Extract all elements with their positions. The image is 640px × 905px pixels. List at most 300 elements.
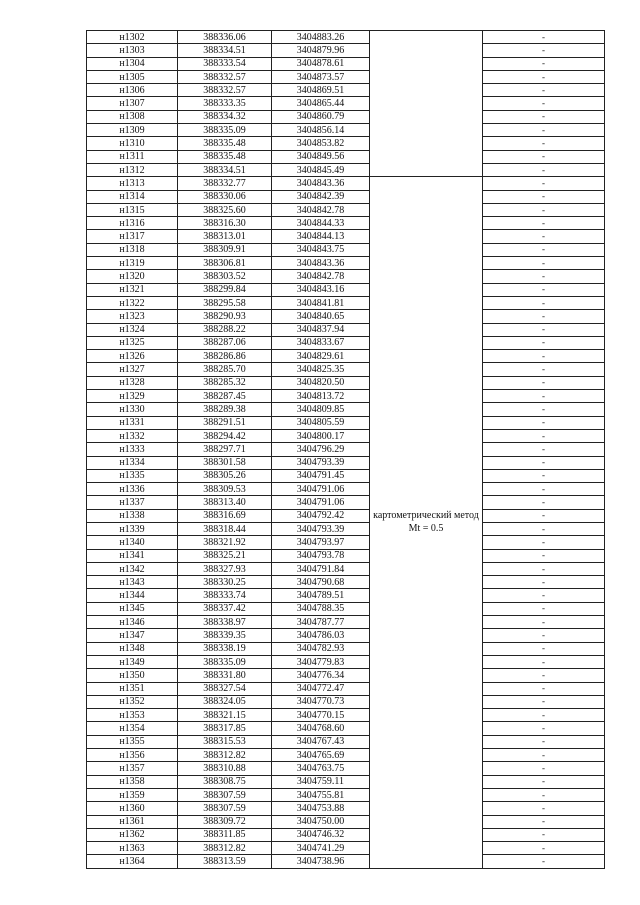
y-coordinate-cell: 3404790.68: [272, 576, 370, 589]
point-id-cell: н1335: [87, 469, 178, 482]
table-row: [87, 70, 605, 83]
note-dash-cell: -: [483, 842, 605, 855]
note-dash-cell: -: [483, 283, 605, 296]
x-coordinate-cell: 388336.06: [178, 31, 272, 44]
table-row: [87, 828, 605, 841]
point-id-cell: н1317: [87, 230, 178, 243]
x-coordinate-cell: 388285.32: [178, 376, 272, 389]
note-dash-cell: -: [483, 749, 605, 762]
table-row: [87, 695, 605, 708]
x-coordinate-cell: 388324.05: [178, 695, 272, 708]
x-coordinate-cell: 388318.44: [178, 522, 272, 535]
table-row: [87, 350, 605, 363]
point-id-cell: н1312: [87, 163, 178, 176]
y-coordinate-cell: 3404809.85: [272, 403, 370, 416]
y-coordinate-cell: 3404753.88: [272, 802, 370, 815]
y-coordinate-cell: 3404793.97: [272, 536, 370, 549]
table-row: [87, 496, 605, 509]
x-coordinate-cell: 388291.51: [178, 416, 272, 429]
y-coordinate-cell: 3404786.03: [272, 629, 370, 642]
table-row: [87, 616, 605, 629]
table-row: [87, 549, 605, 562]
point-id-cell: н1347: [87, 629, 178, 642]
table-row: [87, 31, 605, 44]
y-coordinate-cell: 3404844.33: [272, 217, 370, 230]
point-id-cell: н1302: [87, 31, 178, 44]
x-coordinate-cell: 388334.32: [178, 110, 272, 123]
x-coordinate-cell: 388335.48: [178, 150, 272, 163]
note-dash-cell: -: [483, 163, 605, 176]
note-dash-cell: -: [483, 137, 605, 150]
note-dash-cell: -: [483, 576, 605, 589]
x-coordinate-cell: 388309.53: [178, 483, 272, 496]
coordinates-table-body: [87, 31, 605, 869]
note-dash-cell: -: [483, 616, 605, 629]
note-dash-cell: -: [483, 536, 605, 549]
point-id-cell: н1307: [87, 97, 178, 110]
note-dash-cell: -: [483, 257, 605, 270]
x-coordinate-cell: 388332.77: [178, 177, 272, 190]
table-row: [87, 230, 605, 243]
table-row: [87, 682, 605, 695]
y-coordinate-cell: 3404800.17: [272, 429, 370, 442]
table-row: [87, 124, 605, 137]
table-row: [87, 190, 605, 203]
x-coordinate-cell: 388339.35: [178, 629, 272, 642]
x-coordinate-cell: 388321.92: [178, 536, 272, 549]
table-row: [87, 336, 605, 349]
x-coordinate-cell: 388333.54: [178, 57, 272, 70]
x-coordinate-cell: 388307.59: [178, 802, 272, 815]
table-row: [87, 203, 605, 216]
y-coordinate-cell: 3404840.65: [272, 310, 370, 323]
point-id-cell: н1354: [87, 722, 178, 735]
point-id-cell: н1314: [87, 190, 178, 203]
y-coordinate-cell: 3404843.36: [272, 257, 370, 270]
table-row: [87, 483, 605, 496]
table-row: [87, 456, 605, 469]
point-id-cell: н1340: [87, 536, 178, 549]
method-cell-group-2: картометрический метод Mt = 0.5: [370, 177, 483, 868]
note-dash-cell: -: [483, 562, 605, 575]
note-dash-cell: -: [483, 84, 605, 97]
point-id-cell: н1341: [87, 549, 178, 562]
x-coordinate-cell: 388294.42: [178, 429, 272, 442]
table-row: [87, 257, 605, 270]
y-coordinate-cell: 3404779.83: [272, 655, 370, 668]
y-coordinate-cell: 3404792.42: [272, 509, 370, 522]
x-coordinate-cell: 388332.57: [178, 84, 272, 97]
x-coordinate-cell: 388288.22: [178, 323, 272, 336]
note-dash-cell: -: [483, 483, 605, 496]
note-dash-cell: -: [483, 177, 605, 190]
table-row: [87, 283, 605, 296]
y-coordinate-cell: 3404741.29: [272, 842, 370, 855]
point-id-cell: н1364: [87, 855, 178, 868]
point-id-cell: н1334: [87, 456, 178, 469]
x-coordinate-cell: 388331.80: [178, 669, 272, 682]
x-coordinate-cell: 388333.35: [178, 97, 272, 110]
point-id-cell: н1331: [87, 416, 178, 429]
note-dash-cell: -: [483, 735, 605, 748]
note-dash-cell: -: [483, 230, 605, 243]
note-dash-cell: -: [483, 57, 605, 70]
point-id-cell: н1303: [87, 44, 178, 57]
note-dash-cell: -: [483, 456, 605, 469]
note-dash-cell: -: [483, 828, 605, 841]
note-dash-cell: -: [483, 31, 605, 44]
x-coordinate-cell: 388287.06: [178, 336, 272, 349]
note-dash-cell: -: [483, 403, 605, 416]
table-row: [87, 775, 605, 788]
x-coordinate-cell: 388316.69: [178, 509, 272, 522]
x-coordinate-cell: 388338.19: [178, 642, 272, 655]
point-id-cell: н1342: [87, 562, 178, 575]
y-coordinate-cell: 3404755.81: [272, 788, 370, 801]
method-cell-group-1: [370, 31, 483, 177]
y-coordinate-cell: 3404849.56: [272, 150, 370, 163]
y-coordinate-cell: 3404768.60: [272, 722, 370, 735]
y-coordinate-cell: 3404865.44: [272, 97, 370, 110]
x-coordinate-cell: 388299.84: [178, 283, 272, 296]
point-id-cell: н1353: [87, 709, 178, 722]
table-row: [87, 589, 605, 602]
point-id-cell: н1308: [87, 110, 178, 123]
x-coordinate-cell: 388290.93: [178, 310, 272, 323]
point-id-cell: н1309: [87, 124, 178, 137]
point-id-cell: н1359: [87, 788, 178, 801]
x-coordinate-cell: 388316.30: [178, 217, 272, 230]
note-dash-cell: -: [483, 522, 605, 535]
y-coordinate-cell: 3404841.81: [272, 296, 370, 309]
note-dash-cell: -: [483, 416, 605, 429]
x-coordinate-cell: 388313.01: [178, 230, 272, 243]
table-row: [87, 735, 605, 748]
table-row: [87, 137, 605, 150]
y-coordinate-cell: 3404805.59: [272, 416, 370, 429]
y-coordinate-cell: 3404837.94: [272, 323, 370, 336]
note-dash-cell: -: [483, 855, 605, 868]
x-coordinate-cell: 388335.09: [178, 124, 272, 137]
point-id-cell: н1350: [87, 669, 178, 682]
table-row: [87, 84, 605, 97]
x-coordinate-cell: 388301.58: [178, 456, 272, 469]
x-coordinate-cell: 388307.59: [178, 788, 272, 801]
y-coordinate-cell: 3404793.39: [272, 522, 370, 535]
table-row: [87, 403, 605, 416]
note-dash-cell: -: [483, 669, 605, 682]
y-coordinate-cell: 3404796.29: [272, 443, 370, 456]
x-coordinate-cell: 388313.40: [178, 496, 272, 509]
y-coordinate-cell: 3404770.73: [272, 695, 370, 708]
y-coordinate-cell: 3404759.11: [272, 775, 370, 788]
y-coordinate-cell: 3404793.39: [272, 456, 370, 469]
x-coordinate-cell: 388337.42: [178, 602, 272, 615]
y-coordinate-cell: 3404793.78: [272, 549, 370, 562]
x-coordinate-cell: 388327.54: [178, 682, 272, 695]
point-id-cell: н1348: [87, 642, 178, 655]
x-coordinate-cell: 388330.06: [178, 190, 272, 203]
y-coordinate-cell: 3404772.47: [272, 682, 370, 695]
point-id-cell: н1336: [87, 483, 178, 496]
note-dash-cell: -: [483, 762, 605, 775]
point-id-cell: н1326: [87, 350, 178, 363]
note-dash-cell: -: [483, 642, 605, 655]
note-dash-cell: -: [483, 44, 605, 57]
point-id-cell: н1310: [87, 137, 178, 150]
note-dash-cell: -: [483, 376, 605, 389]
y-coordinate-cell: 3404879.96: [272, 44, 370, 57]
y-coordinate-cell: 3404873.57: [272, 70, 370, 83]
y-coordinate-cell: 3404782.93: [272, 642, 370, 655]
x-coordinate-cell: 388295.58: [178, 296, 272, 309]
x-coordinate-cell: 388334.51: [178, 44, 272, 57]
point-id-cell: н1328: [87, 376, 178, 389]
table-row: [87, 522, 605, 535]
x-coordinate-cell: 388310.88: [178, 762, 272, 775]
y-coordinate-cell: 3404765.69: [272, 749, 370, 762]
point-id-cell: н1315: [87, 203, 178, 216]
y-coordinate-cell: 3404791.06: [272, 483, 370, 496]
point-id-cell: н1351: [87, 682, 178, 695]
x-coordinate-cell: 388325.21: [178, 549, 272, 562]
y-coordinate-cell: 3404843.36: [272, 177, 370, 190]
note-dash-cell: -: [483, 243, 605, 256]
point-id-cell: н1329: [87, 390, 178, 403]
table-row: [87, 602, 605, 615]
table-row: [87, 110, 605, 123]
point-id-cell: н1360: [87, 802, 178, 815]
x-coordinate-cell: 388308.75: [178, 775, 272, 788]
table-row: [87, 296, 605, 309]
note-dash-cell: -: [483, 350, 605, 363]
note-dash-cell: -: [483, 788, 605, 801]
point-id-cell: н1327: [87, 363, 178, 376]
table-row: [87, 57, 605, 70]
table-row: [87, 562, 605, 575]
y-coordinate-cell: 3404820.50: [272, 376, 370, 389]
y-coordinate-cell: 3404791.84: [272, 562, 370, 575]
point-id-cell: н1322: [87, 296, 178, 309]
table-row: [87, 855, 605, 868]
y-coordinate-cell: 3404829.61: [272, 350, 370, 363]
table-row: [87, 709, 605, 722]
x-coordinate-cell: 388305.26: [178, 469, 272, 482]
point-id-cell: н1358: [87, 775, 178, 788]
point-id-cell: н1357: [87, 762, 178, 775]
note-dash-cell: -: [483, 589, 605, 602]
x-coordinate-cell: 388325.60: [178, 203, 272, 216]
note-dash-cell: -: [483, 815, 605, 828]
table-row: [87, 270, 605, 283]
y-coordinate-cell: 3404844.13: [272, 230, 370, 243]
note-dash-cell: -: [483, 217, 605, 230]
x-coordinate-cell: 388333.74: [178, 589, 272, 602]
x-coordinate-cell: 388303.52: [178, 270, 272, 283]
y-coordinate-cell: 3404791.45: [272, 469, 370, 482]
x-coordinate-cell: 388327.93: [178, 562, 272, 575]
point-id-cell: н1345: [87, 602, 178, 615]
table-row: [87, 150, 605, 163]
y-coordinate-cell: 3404860.79: [272, 110, 370, 123]
point-id-cell: н1325: [87, 336, 178, 349]
x-coordinate-cell: 388285.70: [178, 363, 272, 376]
point-id-cell: н1305: [87, 70, 178, 83]
table-row: [87, 97, 605, 110]
table-row: [87, 44, 605, 57]
table-row: [87, 762, 605, 775]
table-row: [87, 163, 605, 176]
y-coordinate-cell: 3404750.00: [272, 815, 370, 828]
table-row: [87, 217, 605, 230]
note-dash-cell: -: [483, 270, 605, 283]
point-id-cell: н1330: [87, 403, 178, 416]
point-id-cell: н1349: [87, 655, 178, 668]
y-coordinate-cell: 3404787.77: [272, 616, 370, 629]
x-coordinate-cell: 388312.82: [178, 842, 272, 855]
table-row: [87, 376, 605, 389]
point-id-cell: н1355: [87, 735, 178, 748]
table-row: [87, 323, 605, 336]
point-id-cell: н1306: [87, 84, 178, 97]
note-dash-cell: -: [483, 629, 605, 642]
note-dash-cell: -: [483, 695, 605, 708]
coordinates-table: [86, 30, 605, 869]
point-id-cell: н1313: [87, 177, 178, 190]
point-id-cell: н1361: [87, 815, 178, 828]
point-id-cell: н1344: [87, 589, 178, 602]
x-coordinate-cell: 388334.51: [178, 163, 272, 176]
y-coordinate-cell: 3404843.75: [272, 243, 370, 256]
note-dash-cell: -: [483, 469, 605, 482]
x-coordinate-cell: 388309.72: [178, 815, 272, 828]
table-row: [87, 655, 605, 668]
y-coordinate-cell: 3404746.32: [272, 828, 370, 841]
y-coordinate-cell: 3404842.78: [272, 203, 370, 216]
y-coordinate-cell: 3404776.34: [272, 669, 370, 682]
note-dash-cell: -: [483, 682, 605, 695]
note-dash-cell: -: [483, 203, 605, 216]
y-coordinate-cell: 3404825.35: [272, 363, 370, 376]
note-dash-cell: -: [483, 496, 605, 509]
table-row: [87, 722, 605, 735]
point-id-cell: н1316: [87, 217, 178, 230]
point-id-cell: н1338: [87, 509, 178, 522]
note-dash-cell: -: [483, 363, 605, 376]
y-coordinate-cell: 3404738.96: [272, 855, 370, 868]
point-id-cell: н1332: [87, 429, 178, 442]
y-coordinate-cell: 3404813.72: [272, 390, 370, 403]
point-id-cell: н1343: [87, 576, 178, 589]
table-row: [87, 390, 605, 403]
y-coordinate-cell: 3404845.49: [272, 163, 370, 176]
table-row: [87, 243, 605, 256]
point-id-cell: н1323: [87, 310, 178, 323]
point-id-cell: н1304: [87, 57, 178, 70]
y-coordinate-cell: 3404883.26: [272, 31, 370, 44]
table-row: [87, 842, 605, 855]
table-row: [87, 429, 605, 442]
x-coordinate-cell: 388317.85: [178, 722, 272, 735]
x-coordinate-cell: 388338.97: [178, 616, 272, 629]
point-id-cell: н1324: [87, 323, 178, 336]
note-dash-cell: -: [483, 310, 605, 323]
note-dash-cell: -: [483, 124, 605, 137]
point-id-cell: н1311: [87, 150, 178, 163]
note-dash-cell: -: [483, 802, 605, 815]
y-coordinate-cell: 3404856.14: [272, 124, 370, 137]
table-row: [87, 642, 605, 655]
table-row: [87, 576, 605, 589]
table-row: [87, 629, 605, 642]
table-row: [87, 802, 605, 815]
x-coordinate-cell: 388286.86: [178, 350, 272, 363]
y-coordinate-cell: 3404767.43: [272, 735, 370, 748]
x-coordinate-cell: 388321.15: [178, 709, 272, 722]
note-dash-cell: -: [483, 336, 605, 349]
note-dash-cell: -: [483, 390, 605, 403]
y-coordinate-cell: 3404842.78: [272, 270, 370, 283]
x-coordinate-cell: 388330.25: [178, 576, 272, 589]
point-id-cell: н1333: [87, 443, 178, 456]
x-coordinate-cell: 388313.59: [178, 855, 272, 868]
point-id-cell: н1337: [87, 496, 178, 509]
note-dash-cell: -: [483, 549, 605, 562]
x-coordinate-cell: 388311.85: [178, 828, 272, 841]
table-row: [87, 536, 605, 549]
point-id-cell: н1352: [87, 695, 178, 708]
x-coordinate-cell: 388335.09: [178, 655, 272, 668]
y-coordinate-cell: 3404853.82: [272, 137, 370, 150]
note-dash-cell: -: [483, 429, 605, 442]
table-row: [87, 416, 605, 429]
table-row: [87, 443, 605, 456]
y-coordinate-cell: 3404763.75: [272, 762, 370, 775]
note-dash-cell: -: [483, 150, 605, 163]
y-coordinate-cell: 3404789.51: [272, 589, 370, 602]
note-dash-cell: -: [483, 110, 605, 123]
note-dash-cell: -: [483, 296, 605, 309]
note-dash-cell: -: [483, 323, 605, 336]
point-id-cell: н1363: [87, 842, 178, 855]
note-dash-cell: -: [483, 775, 605, 788]
table-row: [87, 669, 605, 682]
note-dash-cell: -: [483, 509, 605, 522]
y-coordinate-cell: 3404842.39: [272, 190, 370, 203]
table-row: [87, 310, 605, 323]
point-id-cell: н1318: [87, 243, 178, 256]
note-dash-cell: -: [483, 443, 605, 456]
point-id-cell: н1356: [87, 749, 178, 762]
x-coordinate-cell: 388297.71: [178, 443, 272, 456]
table-row: [87, 815, 605, 828]
y-coordinate-cell: 3404843.16: [272, 283, 370, 296]
x-coordinate-cell: 388332.57: [178, 70, 272, 83]
x-coordinate-cell: 388306.81: [178, 257, 272, 270]
point-id-cell: н1319: [87, 257, 178, 270]
x-coordinate-cell: 388312.82: [178, 749, 272, 762]
point-id-cell: н1362: [87, 828, 178, 841]
note-dash-cell: -: [483, 722, 605, 735]
x-coordinate-cell: 388335.48: [178, 137, 272, 150]
table-row: [87, 177, 605, 190]
y-coordinate-cell: 3404869.51: [272, 84, 370, 97]
y-coordinate-cell: 3404770.15: [272, 709, 370, 722]
y-coordinate-cell: 3404833.67: [272, 336, 370, 349]
note-dash-cell: -: [483, 70, 605, 83]
table-row: [87, 509, 605, 522]
y-coordinate-cell: 3404791.06: [272, 496, 370, 509]
